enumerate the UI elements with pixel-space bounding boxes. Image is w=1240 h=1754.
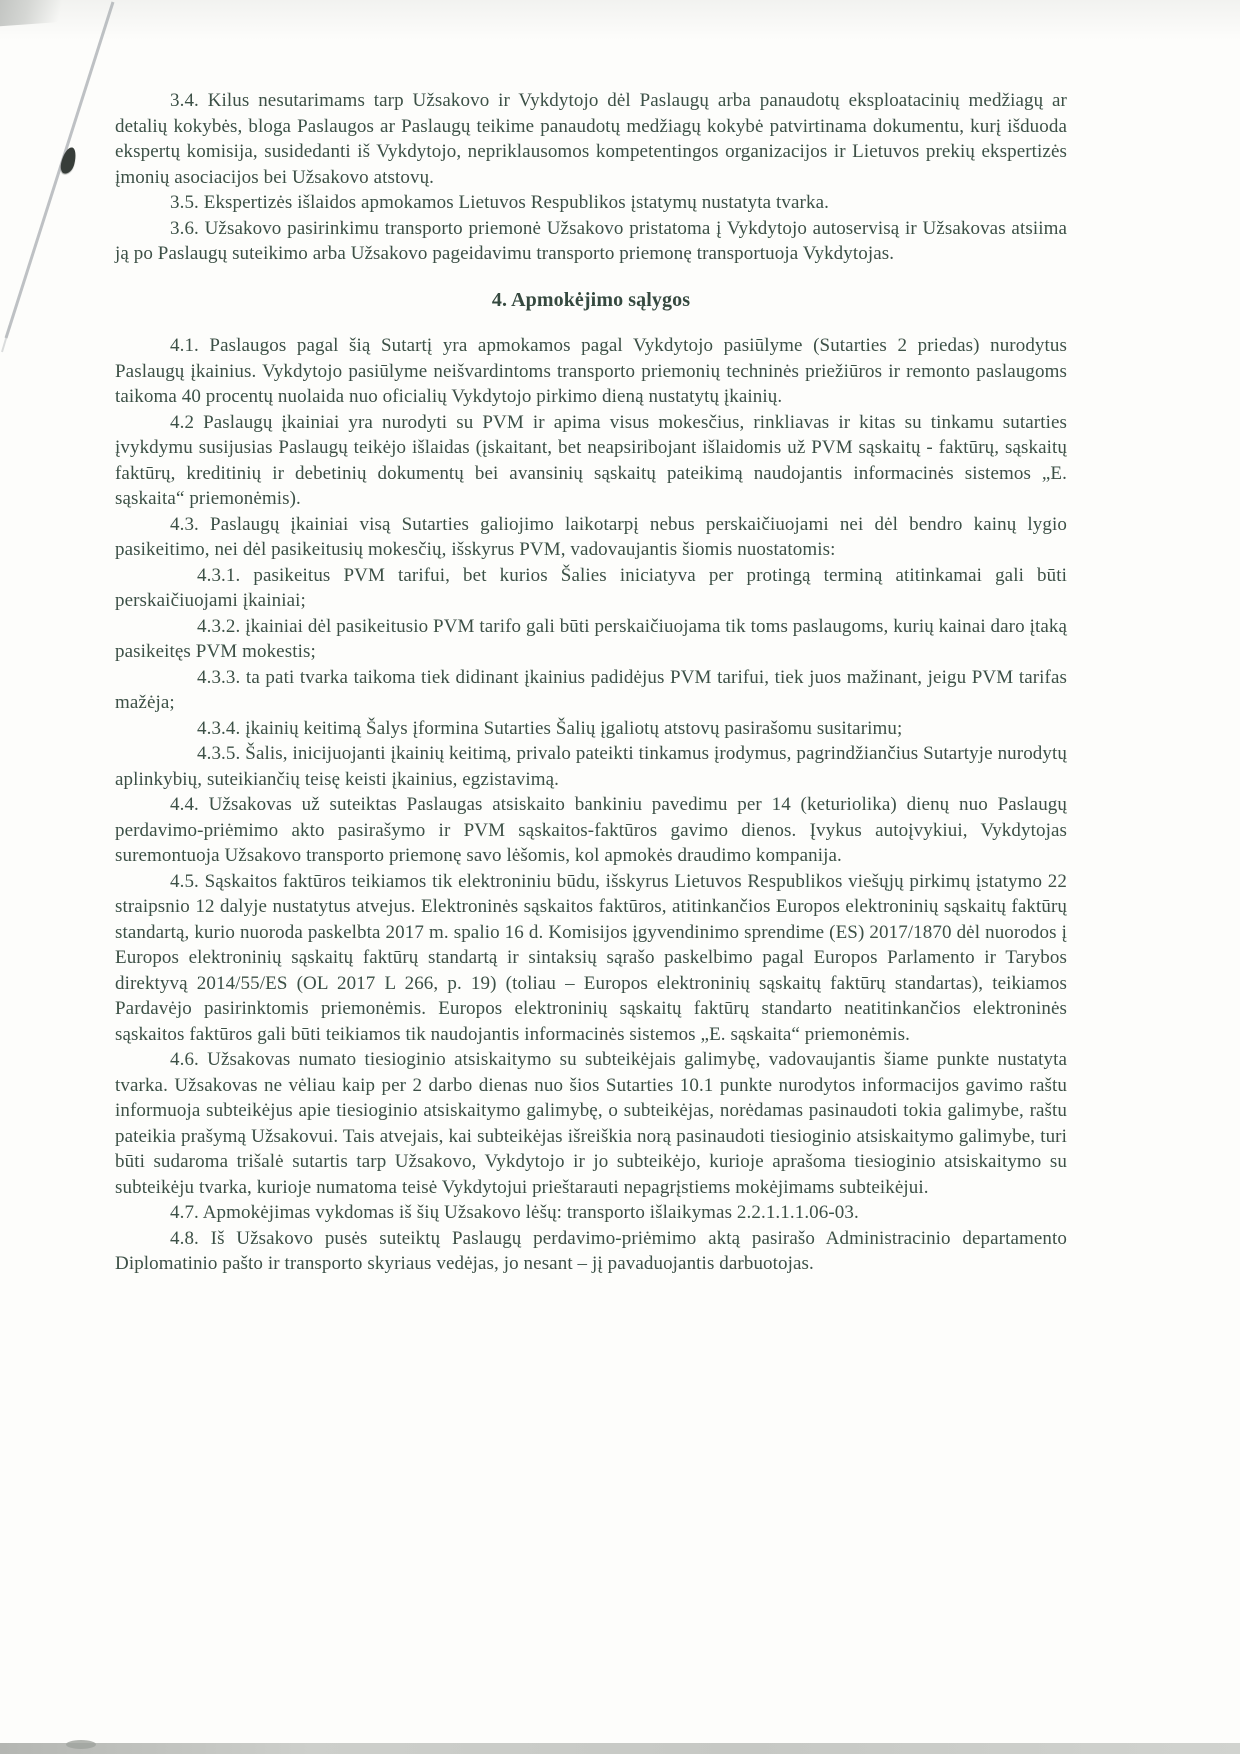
- paragraph-4-6: 4.6. Užsakovas numato tiesioginio atsiskaitymo su subteikėjais galimybę, vadovaujantis šiame punkte nustatyta tvarka. Užsakovas ne vėliau kaip per 2 darbo dienas nuo šios Sutarties 10.1 punkte nurodytos informacijos gavimo raštu informuoja subteikėjus apie tiesioginio atsiskaitymo galimybę, o subteikėjas, norėdamas pasinaudoti tokia galimybe, raštu pateikia prašymą Užsakovui. Tais atvejais, kai subteikėjas išreiškia norą pasinaudoti tiesioginio atsiskaitymo galimybe, turi būti sudaroma trišalė sutartis tarp Užsakovo, Vykdytojo ir jo subteikėjo, kurioje aprašoma tiesioginio atsiskaitymo su subteikėju tvarka, kurioje numatoma teisė Vykdytojui prieštarauti nepagrįstiems mokėjimams subteikėjui.: [115, 1049, 1067, 1198]
- paragraph-4-3: 4.3. Paslaugų įkainiai visą Sutarties galiojimo laikotarpį nebus perskaičiuojami nei dėl bendro kainų lygio pasikeitimo, nei dėl pasikeitusių mokesčių, išskyrus PVM, vadovaujantis šiomis nuostatomis:: [115, 513, 1067, 560]
- scan-bottom-edge-artifact: [0, 1743, 1240, 1754]
- ink-blot-artifact: [59, 146, 78, 175]
- paragraph-3-6: 3.6. Užsakovo pasirinkimu transporto priemonė Užsakovo pristatoma į Vykdytojo autoservisą ir Užsakovas atsiima ją po Paslaugų suteikimo arba Užsakovo pageidavimu transporto priemonę transportuoja Vykdytojas.: [115, 217, 1067, 264]
- paragraph-4-1: 4.1. Paslaugos pagal šią Sutartį yra apmokamos pagal Vykdytojo pasiūlyme (Sutarties 2 priedas) nurodytus Paslaugų įkainius. Vykdytojo pasiūlyme neišvardintoms transporto priemonių techninės priežiūros ir remonto paslaugoms taikoma 40 procentų nuolaida nuo oficialių Vykdytojo pirkimo dieną nustatytų įkainių.: [115, 335, 1067, 407]
- paragraph-4-7: 4.7. Apmokėjimas vykdomas iš šių Užsakovo lėšų: transporto išlaikymas 2.2.1.1.1.06-03.: [170, 1202, 859, 1223]
- paragraph-4-3-5: 4.3.5. Šalis, inicijuojanti įkainių keitimą, privalo pateikti tinkamus įrodymus, pagrindžiančius Sutartyje nurodytų aplinkybių, suteikiančių teisę keisti įkainius, egzistavimą.: [115, 743, 1067, 790]
- paragraph-3-5: 3.5. Ekspertizės išlaidos apmokamos Lietuvos Respublikos įstatymų nustatyta tvarka.: [170, 192, 829, 213]
- paragraph-3-4: 3.4. Kilus nesutarimams tarp Užsakovo ir Vykdytojo dėl Paslaugų arba panaudotų eksploatacinių medžiagų ar detalių kokybės, bloga Paslaugos ar Paslaugų teikime panaudotų medžiagų kokybė patvirtinama dokumentu, kurį išduoda ekspertų komisija, susidedanti iš Vykdytojo, nepriklausomos kompetentingos organizacijos ir Lietuvos prekių ekspertizės įmonių asociacijos bei Užsakovo atstovų.: [115, 90, 1067, 188]
- paragraph-4-3-4: 4.3.4. įkainių keitimą Šalys įformina Sutarties Šalių įgaliotų atstovų pasirašomu susitarimu;: [197, 717, 903, 739]
- paragraph-4-3-1: 4.3.1. pasikeitus PVM tarifui, bet kurios Šalies iniciatyva per protingą terminą atitinkamai gali būti perskaičiuojami įkainiai;: [115, 564, 1067, 611]
- section-heading-payment-terms: 4. Apmokėjimo sąlygos: [491, 288, 691, 311]
- paragraph-4-3-3: 4.3.3. ta pati tvarka taikoma tiek didinant įkainius padidėjus PVM tarifui, tiek juos mažinant, jeigu PVM tarifas mažėja;: [115, 666, 1067, 713]
- paragraph-4-3-2: 4.3.2. įkainiai dėl pasikeitusio PVM tarifo gali būti perskaičiuojama tik toms paslaugoms, kurių kainai daro įtaką pasikeitęs PVM mokestis;: [115, 615, 1067, 662]
- scan-bottom-blob-artifact: [66, 1740, 96, 1749]
- paragraph-4-8: 4.8. Iš Užsakovo pusės suteiktų Paslaugų perdavimo-priėmimo aktą pasirašo Administracinio departamento Diplomatinio pašto ir transporto skyriaus vedėjas, jo nesant – jį pavaduojantis darbuotojas.: [115, 1227, 1067, 1274]
- paragraph-4-2: 4.2 Paslaugų įkainiai yra nurodyti su PVM ir apima visus mokesčius, rinkliavas ir kitas su tinkamu sutarties įvykdymu susijusias Paslaugų teikėjo išlaidas (įskaitant, bet neapsiribojant išlaidomis už PVM sąskaitų - faktūrų, sąskaitų faktūrų, kreditinių ir debetinių dokumentų bei avansinių sąskaitų pateikimą naudojantis informacinės sistemos „E. sąskaita“ priemonėmis).: [115, 411, 1067, 509]
- paragraph-4-5: 4.5. Sąskaitos faktūros teikiamos tik elektroniniu būdu, išskyrus Lietuvos Respublikos viešųjų pirkimų įstatymo 22 straipsnio 12 dalyje nustatytus atvejus. Elektroninės sąskaitos faktūros, atitinkančios Europos elektroninių sąskaitų faktūrų standartą, kurio nuoroda paskelbta 2017 m. spalio 16 d. Komisijos įgyvendinimo sprendime (ES) 2017/1870 dėl nuorodos į Europos elektroninių sąskaitų faktūrų standartą ir sintaksių sąrašo paskelbimo pagal Europos Parlamento ir Tarybos direktyvą 2014/55/ES (OL 2017 L 266, p. 19) (toliau – Europos elektroninių sąskaitų faktūrų standartas), teikiamos Pardavėjo pasirinktomis priemonėmis. Europos elektroninių sąskaitų faktūrų standarto neatitinkančios elektroninės sąskaitos faktūros gali būti teikiamos tik naudojantis informacinės sistemos „E. sąskaita“ priemonėmis.: [115, 870, 1067, 1045]
- scan-corner-smudge-artifact: [0, 0, 71, 27]
- document-body: [115, 88, 1067, 1277]
- paragraph-4-4: 4.4. Užsakovas už suteiktas Paslaugas atsiskaito bankiniu pavedimu per 14 (keturiolika) dienų nuo Paslaugų perdavimo-priėmimo akto pasirašymo ir PVM sąskaitos-faktūros gavimo dienos. Įvykus autoįvykiui, Vykdytojas suremontuoja Užsakovo transporto priemonę savo lėšomis, kol apmokės draudimo kompanija.: [115, 794, 1067, 866]
